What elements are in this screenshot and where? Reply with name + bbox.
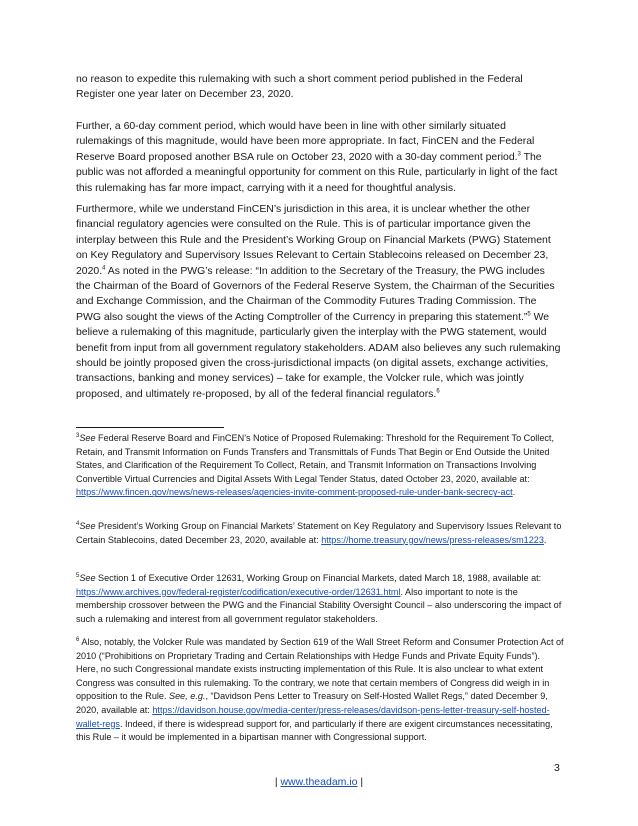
footnote-link[interactable]: https://davidson.house.gov/media-center/press-releases/davidson-pens-letter-treasury-self-hosted-wallet-regs xyxy=(76,704,550,729)
page-footer xyxy=(0,776,638,788)
footnote-ref-6[interactable]: 6 xyxy=(436,388,440,395)
paragraph-text: Furthermore, while we understand FinCEN’s jurisdiction in this area, it is unclear whether the other financial regulatory agencies were consulted on the Rule. This is of particular importance given the interplay between this Rule and the President’s Working Group on Financial Markets (PWG) Statement on Key Regulatory and Supervisory Issues Relevant to Certain Stablecoins released on December 23, 2020. xyxy=(76,204,551,277)
footnote-6 xyxy=(76,636,564,745)
footnote-number: 6 xyxy=(76,636,80,643)
paragraph-text: As noted in the PWG’s release: “In addition to the Secretary of the Treasury, the PWG includes the Chairman of the Board of Governors of the Federal Reserve System, the Chairman of the Securities and Exchange Commission, and the Chairman of the Commodity Futures Trading Commission. The PWG also sought the views of the Acting Comptroller of the Currency in preparing this statement.” xyxy=(76,265,555,323)
footnote-text: Section 1 of Executive Order 12631, Working Group on Financial Markets, dated March 18, 1988, available at: xyxy=(95,573,542,583)
footnote-signal: See xyxy=(79,521,96,531)
footnote-signal: See xyxy=(79,573,96,583)
paragraph-continuation xyxy=(76,72,562,103)
footnote-4 xyxy=(76,520,564,547)
footnote-link[interactable]: https://home.treasury.gov/news/press-releases/sm1223 xyxy=(321,534,544,545)
footnote-separator xyxy=(76,427,224,428)
footnote-ref-5[interactable]: 5 xyxy=(527,311,531,318)
footnote-signal: See, e.g. xyxy=(169,691,206,702)
footnote-text: . Indeed, if there is widespread support for, and particularly if there are exigent circumstances necessitating, this Rule – it would be implemented in a bipartisan manner with Congressional support. xyxy=(76,718,553,743)
footnote-ref-4[interactable]: 4 xyxy=(102,265,106,272)
footnote-signal: See xyxy=(79,433,96,443)
footnote-text: . xyxy=(512,487,516,498)
footnote-3 xyxy=(76,432,564,500)
paragraph-text: The public was not afforded a meaningful opportunity for comment on this Rule, particularly in light of the fact this rulemaking has far more impact, carrying with it a need for thoughtful analysis. xyxy=(76,151,558,194)
footnote-number: 4 xyxy=(76,520,80,527)
footer-website-link[interactable]: www.theadam.io xyxy=(280,776,358,788)
paragraph-text: We believe a rulemaking of this magnitude, particularly given the interplay with the PWG statement, would benefit from input from all government regulatory stakeholders. ADAM also believes any such rulemaking should be jointly proposed given the cross-jurisdictional impacts (on digital assets, exchange activities, transactions, banking and money services) – take for example, the Volcker rule, which was jointly proposed, and ultimately re-proposed, by all of the federal financial regulators. xyxy=(76,311,561,400)
page-number: 3 xyxy=(554,762,560,774)
footer-separator: | xyxy=(274,776,281,788)
footnote-link[interactable]: https://www.archives.gov/federal-register/codification/executive-order/12631.html xyxy=(76,586,401,597)
footnote-text: Also, notably, the Volcker Rule was mandated by Section 619 of the Wall Street Reform and Consumer Protection Act of 2010 (“Prohibitions on Proprietary Trading and Certain Relationships with Hedge Funds and Private Equity Funds”). Here, no such Congressional mandate exists instructing implementation of this Rule. It is also unclear to what extent Congress was consulted in this rulemaking. To the contrary, we note that certain members of Congress did weigh in in opposition to the Rule. xyxy=(76,637,564,702)
footnote-link[interactable]: https://www.fincen.gov/news/news-releases/agencies-invite-comment-proposed-rule-under-bank-secrecy-act xyxy=(76,487,513,498)
footnote-text: Federal Reserve Board and FinCEN’s Notice of Proposed Rulemaking: Threshold for the Requirement To Collect, Retain, and Transmit Information on Funds Transfers and Transmittals of Funds That Begin or End Outside the United States, and Clarification of the Requirement To Collect, Retain, and Transmit Information on Transactions Involving Convertible Virtual Currencies and Digital Assets With Legal Tender Status, dated October 23, 2020, available at: xyxy=(76,433,554,484)
footnote-number: 5 xyxy=(76,572,80,579)
footnote-text: . Also important to note is the membership crossover between the PWG and the Financial Stability Oversight Council – also underscoring the impact of such a rulemaking and interest from all government regulator stakeholders. xyxy=(76,586,562,624)
footnote-ref-3[interactable]: 3 xyxy=(517,151,521,158)
footer-separator: | xyxy=(357,776,364,788)
paragraph-text: no reason to expedite this rulemaking with such a short comment period published in the Federal Register one year later on December 23, 2020. xyxy=(76,74,523,101)
footnote-text: . xyxy=(543,534,547,545)
footnote-text: President’s Working Group on Financial Markets’ Statement on Key Regulatory and Supervisory Issues Relevant to Certain Stablecoins, dated December 23, 2020, available at: xyxy=(76,521,562,545)
paragraph-text: Further, a 60-day comment period, which would have been in line with other similarly situated rulemakings of this magnitude, would have been more appropriate. In fact, FinCEN and the Federal Reserve Board proposed another BSA rule on October 23, 2020 with a 30-day comment period. xyxy=(76,121,535,163)
paragraph-jurisdiction xyxy=(76,202,562,402)
footnote-text: , “Davidson Pens Letter to Treasury on Self-Hosted Wallet Regs,” dated December 9, 2020, available at: xyxy=(76,691,548,715)
paragraph-comment-period xyxy=(76,119,562,196)
footnote-5 xyxy=(76,572,564,626)
footnote-number: 3 xyxy=(76,432,80,439)
